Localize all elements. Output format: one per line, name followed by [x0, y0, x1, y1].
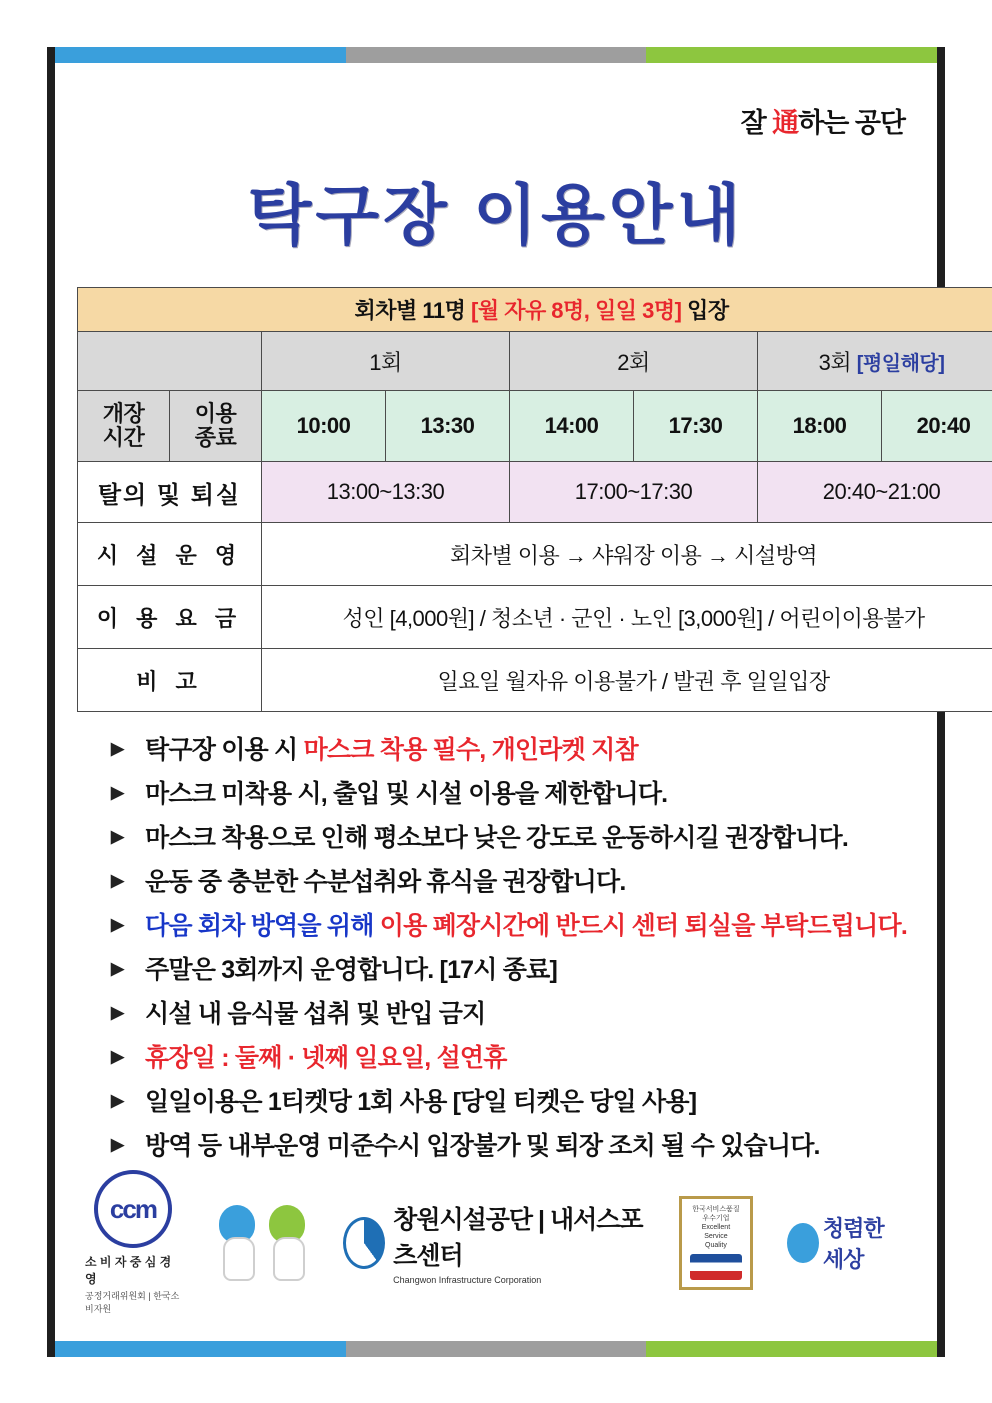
operation-label: 시 설 운 영 — [78, 523, 262, 586]
operation-value: 회차별 이용 → 샤워장 이용 → 시설방역 — [262, 523, 992, 586]
time-cell-3: 14:00 — [510, 391, 634, 462]
session-2-cell: 2회 — [510, 332, 758, 391]
time-cell-5: 18:00 — [758, 391, 882, 462]
ccm-logo — [85, 1170, 181, 1315]
note-text: 주말은 3회까지 운영합니다. [17시 종료] — [145, 956, 557, 984]
note-item — [111, 1134, 915, 1159]
open-label-line1: 개장 — [102, 400, 145, 426]
slogan-post: 하는 공단 — [798, 108, 905, 138]
mascot-body — [223, 1237, 255, 1281]
bar-segment-gray — [346, 1341, 646, 1357]
sq-en-2: Service — [704, 1233, 728, 1241]
mascot-green-icon — [265, 1205, 309, 1281]
table-row-times — [78, 391, 992, 462]
note-item — [111, 826, 915, 851]
change-time-3: 20:40~21:00 — [758, 462, 992, 523]
time-cell-2: 13:30 — [386, 391, 510, 462]
bar-segment-gray — [346, 47, 646, 63]
ccm-mark: ccm — [94, 1170, 172, 1248]
usage-info-table — [77, 287, 992, 712]
sq-sub: 우수기업 — [702, 1214, 730, 1222]
page-title: 탁구장 이용안내 — [247, 178, 745, 252]
clean-dot-icon — [787, 1223, 819, 1263]
table-row-capacity — [78, 288, 992, 332]
change-time-1: 13:00~13:30 — [262, 462, 510, 523]
close-label-line2: 종료 — [194, 425, 237, 450]
note-text: 다음 회차 방역을 위해 — [145, 912, 380, 940]
logo-row — [55, 1170, 937, 1315]
table-row-change — [78, 462, 992, 523]
sq-ribbon-icon — [690, 1254, 742, 1280]
close-time-label — [170, 391, 262, 462]
sq-en-3: Quality — [705, 1242, 727, 1250]
remark-label: 비 고 — [78, 649, 262, 712]
time-cell-1: 10:00 — [262, 391, 386, 462]
sq-en-1: Excellent — [701, 1223, 731, 1231]
note-text: 탁구장 이용 시 — [145, 736, 304, 764]
changwon-name-kr: 창원시설공단 | 내서스포츠센터 — [393, 1206, 643, 1270]
slogan-pre: 잘 — [740, 108, 773, 138]
poster — [47, 47, 971, 1357]
session-1-cell: 1회 — [262, 332, 510, 391]
slogan — [77, 101, 905, 140]
change-label: 탈의 및 퇴실 — [78, 462, 262, 523]
note-text: 휴장일 : 둘째 · 넷째 일요일, 설연휴 — [145, 1044, 507, 1072]
close-label-line1: 이용 — [194, 400, 237, 426]
changwon-logo — [343, 1200, 645, 1285]
mascot-body — [273, 1237, 305, 1281]
ccm-line1: 소 비 자 중 심 경 영 — [85, 1255, 172, 1286]
note-item — [111, 782, 915, 807]
session-3-cell — [758, 332, 992, 391]
bottom-color-bar — [55, 1341, 937, 1357]
capacity-cell — [78, 288, 992, 332]
open-label-line2: 시간 — [102, 425, 145, 450]
capacity-highlight: [월 자유 8명, 일일 3명] — [471, 298, 682, 323]
fee-value: 성인 [4,000원] / 청소년 · 군인 · 노인 [3,000원] / 어린이이용불가 — [262, 586, 992, 649]
clean-world-logo — [787, 1212, 907, 1274]
table-row-remark — [78, 649, 992, 712]
session-3-label: 3회 — [818, 349, 852, 375]
time-cell-4: 17:30 — [634, 391, 758, 462]
note-text: 마스크 착용 필수, 개인라켓 지참 — [303, 736, 638, 764]
clean-world-text: 청렴한 세상 — [822, 1215, 884, 1272]
changwon-name-en: Changwon Infrastructure Corporation — [393, 1275, 542, 1285]
mascot-blue-icon — [215, 1205, 259, 1281]
change-time-2: 17:00~17:30 — [510, 462, 758, 523]
sessions-blank-cell — [78, 332, 262, 391]
note-item — [111, 914, 915, 939]
note-text: 이용 폐장시간에 반드시 센터 퇴실을 부탁드립니다. — [379, 912, 907, 940]
capacity-prefix: 회차별 11명 — [354, 298, 471, 323]
bar-segment-blue — [55, 1341, 346, 1357]
bar-segment-green — [646, 47, 937, 63]
note-text: 마스크 미착용 시, 출입 및 시설 이용을 제한합니다. — [145, 780, 668, 808]
remark-value: 일요일 월자유 이용불가 / 발권 후 일일입장 — [262, 649, 992, 712]
note-text: 방역 등 내부운영 미준수시 입장불가 및 퇴장 조치 될 수 있습니다. — [145, 1132, 820, 1160]
fee-label: 이 용 요 금 — [78, 586, 262, 649]
note-item — [111, 1090, 915, 1115]
note-text: 시설 내 음식물 섭취 및 반입 금지 — [145, 1000, 486, 1028]
session-3-note: [평일해당] — [856, 352, 945, 375]
mascot-group — [215, 1205, 309, 1281]
time-cell-6: 20:40 — [882, 391, 992, 462]
ccm-line2: 공정거래위원회 | 한국소비자원 — [85, 1291, 180, 1314]
slogan-highlight: 通 — [772, 108, 799, 138]
note-text: 운동 중 충분한 수분섭취와 휴식을 권장합니다. — [145, 868, 626, 896]
sq-top: 한국서비스품질 — [692, 1205, 740, 1213]
note-item — [111, 1002, 915, 1027]
table-row-fee — [78, 586, 992, 649]
notes-list — [77, 738, 915, 1159]
note-item — [111, 738, 915, 763]
bar-segment-green — [646, 1341, 937, 1357]
service-quality-badge — [679, 1196, 754, 1290]
note-item — [111, 1046, 915, 1071]
bar-segment-blue — [55, 47, 346, 63]
note-text: 마스크 착용으로 인해 평소보다 낮은 강도로 운동하시길 권장합니다. — [145, 824, 848, 852]
note-item — [111, 958, 915, 983]
table-row-sessions — [78, 332, 992, 391]
open-time-label — [78, 391, 170, 462]
changwon-swirl-icon — [343, 1217, 385, 1269]
note-text: 일일이용은 1티켓당 1회 사용 [당일 티켓은 당일 사용] — [145, 1088, 697, 1116]
top-color-bar — [55, 47, 937, 63]
capacity-suffix: 입장 — [681, 298, 729, 323]
note-item — [111, 870, 915, 895]
table-row-operation — [78, 523, 992, 586]
